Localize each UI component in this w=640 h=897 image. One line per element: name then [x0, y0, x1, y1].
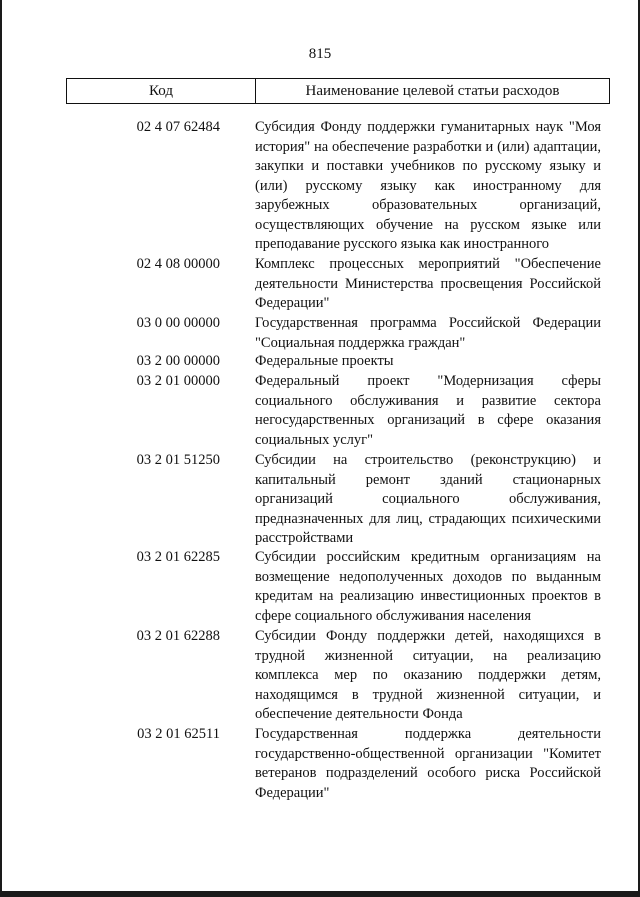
row-code: 03 2 01 00000 [136, 373, 220, 389]
row-code: 03 2 00 00000 [136, 353, 220, 369]
row-code: 03 2 01 51250 [136, 452, 220, 468]
row-description: Федеральные проекты [255, 353, 394, 369]
row-code: 03 2 01 62285 [136, 549, 220, 565]
row-code: 02 4 08 00000 [136, 256, 220, 272]
row-description: Комплекс процессных мероприятий "Обеспечение деятельности Министерства просвещения Российской Федерации" [255, 256, 601, 311]
row-code: 03 2 01 62511 [137, 726, 220, 742]
row-code: 03 2 01 62288 [136, 628, 220, 644]
row-description: Субсидии Фонду поддержки детей, находящихся в трудной жизненной ситуации, на реализацию комплекса мер по оказанию поддержки детям, находящимся в трудной жизненной ситуации, и обеспечение деятельности Фонда [255, 628, 601, 722]
row-code: 03 0 00 00000 [136, 315, 220, 331]
header-name: Наименование целевой статьи расходов [305, 82, 560, 99]
scan-edge-bottom [0, 891, 640, 897]
row-description: Субсидия Фонду поддержки гуманитарных наук "Моя история" на обеспечение разработки и (или) адаптации, закупки и поставки учебников по русскому языку и (или) русскому языку как иностранному для зарубежных образовательных организаций, осуществляющих обучение на русском языке или преподавание русского языка как иностранного [255, 119, 601, 252]
row-description: Субсидии на строительство (реконструкцию) и капитальный ремонт зданий стационарных организаций социального обслуживания, предназначенных для лиц, страдающих психическими расстройствами [255, 452, 601, 546]
header-code: Код [67, 79, 256, 103]
row-description: Государственная поддержка деятельности государственно-общественной организации "Комитет ветеранов подразделений особого риска Российской Федерации" [255, 726, 601, 801]
row-description: Субсидии российским кредитным организациям на возмещение недополученных доходов по выданным кредитам на реализацию инвестиционных проектов в сфере социального обслуживания населения [255, 549, 601, 624]
row-code: 02 4 07 62484 [136, 119, 220, 135]
page-number: 815 [308, 46, 332, 62]
row-description: Государственная программа Российской Федерации "Социальная поддержка граждан" [255, 315, 601, 351]
table-header [66, 78, 610, 104]
row-description: Федеральный проект "Модернизация сферы социального обслуживания и развитие сектора негосударственных организаций в сфере оказания социальных услуг" [255, 373, 601, 448]
scan-edge-left [0, 0, 2, 897]
